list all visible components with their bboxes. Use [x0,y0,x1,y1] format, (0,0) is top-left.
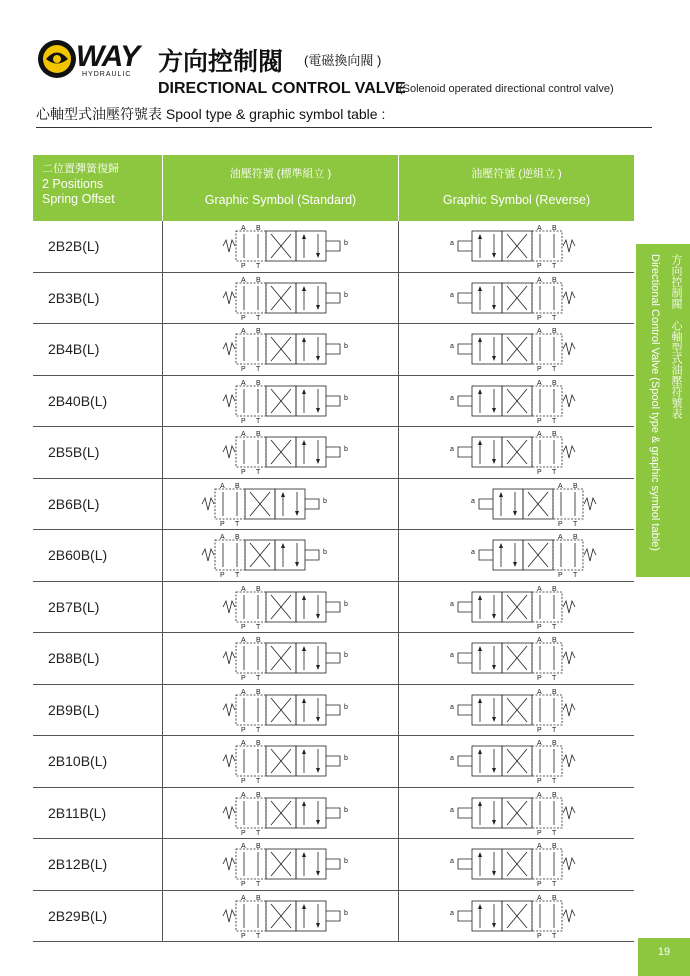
svg-text:b: b [322,549,327,557]
svg-text:T: T [255,675,260,683]
standard-symbol-cell [163,530,399,581]
header-positions-en1: 2 Positions [42,177,104,191]
svg-text:a: a [449,652,454,660]
svg-text:B: B [551,379,557,387]
header-positions-zh: 二位置彈簧復歸 [42,163,119,175]
reverse-symbol-cell [399,839,634,890]
svg-text:P: P [219,572,225,580]
standard-symbol-cell [163,633,399,684]
reverse-valve-symbol-icon [449,326,576,374]
svg-text:P: P [240,314,246,322]
svg-text:P: P [240,726,246,734]
svg-text:B: B [551,276,557,284]
svg-text:B: B [255,791,261,799]
table-row [33,221,634,273]
svg-text:a: a [449,703,454,711]
reverse-symbol-cell [399,633,634,684]
spool-type-label: 2B7B(L) [33,582,163,633]
standard-symbol-cell [163,273,399,324]
svg-text:A: A [240,379,246,387]
svg-text:A: A [536,379,542,387]
svg-text:a: a [470,497,475,505]
svg-text:T: T [551,932,556,940]
svg-text:A: A [219,482,225,490]
svg-text:T: T [255,314,260,322]
standard-valve-symbol-icon [222,223,348,271]
svg-text:T: T [551,469,556,477]
header-positions [33,155,163,221]
spool-type-label: 2B6B(L) [33,479,163,530]
svg-text:B: B [551,688,557,696]
svg-text:A: A [536,843,542,851]
svg-text:A: A [536,894,542,902]
reverse-symbol-cell [399,376,634,427]
standard-valve-symbol-icon [222,790,348,837]
svg-text:T: T [572,520,577,528]
svg-text:A: A [536,585,542,593]
table-row [33,479,634,531]
svg-text:B: B [551,843,557,851]
svg-text:P: P [536,417,542,425]
svg-text:T: T [255,778,260,786]
reverse-symbol-cell [399,324,634,375]
svg-text:T: T [551,675,556,683]
svg-text:A: A [536,276,542,284]
standard-symbol-cell [163,376,399,427]
side-tab-zh: 方向控制閥 心軸型式油壓符號表 [670,254,682,419]
svg-text:P: P [240,778,246,786]
table-row [33,788,634,840]
svg-text:a: a [470,549,475,557]
reverse-symbol-cell [399,530,634,581]
svg-text:A: A [536,225,542,233]
reverse-valve-symbol-icon [449,687,576,734]
reverse-symbol-cell [399,788,634,839]
standard-symbol-cell [163,736,399,787]
table-header [33,155,634,221]
spool-type-label: 2B8B(L) [33,633,163,684]
table-row [33,736,634,788]
svg-text:A: A [219,534,225,542]
svg-text:A: A [240,637,246,645]
svg-text:A: A [536,688,542,696]
spool-type-label: 2B3B(L) [33,273,163,324]
subtitle-divider [36,127,652,128]
standard-symbol-cell [163,582,399,633]
table-row [33,633,634,685]
svg-text:B: B [255,225,261,233]
standard-valve-symbol-icon [222,893,348,940]
side-tab [636,244,690,577]
svg-text:P: P [536,263,542,271]
svg-text:P: P [557,572,563,580]
svg-text:A: A [536,791,542,799]
reverse-valve-symbol-icon [449,738,576,786]
svg-text:B: B [551,225,557,233]
svg-text:T: T [551,417,556,425]
spool-type-label: 2B60B(L) [33,530,163,581]
svg-text:T: T [255,932,260,940]
reverse-valve-symbol-icon [449,429,576,477]
svg-text:B: B [255,637,261,645]
header-reverse-zh: 油壓符號 (逆組立 ) [471,168,562,180]
svg-text:b: b [343,909,348,917]
header-standard-en: Graphic Symbol (Standard) [204,193,357,207]
header-reverse [399,155,634,221]
svg-text:B: B [234,482,240,490]
reverse-valve-symbol-icon [449,635,576,683]
svg-text:P: P [536,366,542,374]
spool-type-label: 2B12B(L) [33,839,163,890]
svg-text:b: b [343,806,348,814]
svg-text:B: B [255,585,261,593]
svg-text:P: P [536,778,542,786]
svg-text:B: B [255,328,261,336]
spool-type-label: 2B40B(L) [33,376,163,427]
svg-text:A: A [240,328,246,336]
standard-symbol-cell [163,427,399,478]
svg-text:A: A [536,431,542,439]
standard-valve-symbol-icon [222,275,348,322]
svg-text:T: T [255,623,260,631]
svg-text:P: P [240,675,246,683]
svg-text:B: B [255,688,261,696]
spool-type-label: 2B2B(L) [33,221,163,272]
svg-text:P: P [240,829,246,837]
table-row [33,376,634,428]
svg-text:T: T [255,469,260,477]
svg-text:a: a [449,858,454,866]
svg-text:P: P [536,675,542,683]
svg-text:P: P [536,623,542,631]
svg-text:b: b [343,858,348,866]
svg-text:T: T [255,829,260,837]
svg-text:T: T [551,263,556,271]
standard-valve-symbol-icon [222,738,348,786]
svg-text:B: B [255,843,261,851]
svg-text:A: A [240,688,246,696]
table-body [33,221,634,942]
svg-text:A: A [240,276,246,284]
header-standard-zh: 油壓符號 (標準組立 ) [229,168,332,180]
svg-text:A: A [536,740,542,748]
svg-text:a: a [449,446,454,454]
reverse-symbol-cell [399,221,634,272]
standard-symbol-cell [163,221,399,272]
svg-text:A: A [536,637,542,645]
svg-text:B: B [234,534,240,542]
svg-text:a: a [449,909,454,917]
svg-text:B: B [551,431,557,439]
standard-valve-symbol-icon [222,635,348,683]
svg-text:P: P [536,726,542,734]
svg-text:a: a [449,240,454,248]
page-title-zh-sub: (電磁換向閥 ) [304,53,382,68]
svg-text:b: b [343,343,348,351]
svg-text:P: P [240,623,246,631]
svg-text:A: A [240,740,246,748]
reverse-symbol-cell [399,427,634,478]
svg-text:B: B [572,482,578,490]
spool-type-label: 2B29B(L) [33,891,163,942]
standard-valve-symbol-icon [222,378,348,425]
svg-text:a: a [449,394,454,402]
reverse-symbol-cell [399,685,634,736]
table-row [33,685,634,737]
reverse-symbol-cell [399,891,634,942]
page-header [36,36,656,106]
logo-word: WAY [76,40,140,73]
svg-text:B: B [255,379,261,387]
svg-text:P: P [536,314,542,322]
reverse-valve-symbol-icon [437,481,597,527]
header-positions-en2: Spring Offset [42,192,115,206]
spool-type-label: 2B5B(L) [33,427,163,478]
svg-text:P: P [219,520,225,528]
svg-text:T: T [255,726,260,734]
svg-text:A: A [240,843,246,851]
svg-text:A: A [557,482,563,490]
standard-valve-symbol-icon [222,687,348,734]
svg-text:T: T [255,881,260,889]
svg-text:P: P [536,881,542,889]
svg-text:T: T [551,366,556,374]
spool-type-label: 2B11B(L) [33,788,163,839]
svg-text:P: P [536,829,542,837]
svg-text:T: T [234,572,239,580]
reverse-valve-symbol-icon [449,275,576,322]
svg-text:B: B [572,534,578,542]
svg-text:B: B [255,740,261,748]
table-row [33,839,634,891]
svg-text:T: T [551,314,556,322]
svg-text:T: T [234,520,239,528]
svg-text:a: a [449,291,454,299]
reverse-symbol-cell [399,582,634,633]
table-row [33,582,634,634]
svg-text:P: P [240,469,246,477]
standard-valve-symbol-icon [201,532,361,578]
reverse-symbol-cell [399,273,634,324]
svg-text:T: T [551,778,556,786]
svg-text:T: T [551,726,556,734]
svg-text:B: B [551,637,557,645]
svg-text:P: P [536,469,542,477]
spool-type-label: 2B9B(L) [33,685,163,736]
svg-text:P: P [240,263,246,271]
brand-logo [36,38,156,84]
svg-text:b: b [343,755,348,763]
spool-type-label: 2B4B(L) [33,324,163,375]
table-row [33,273,634,325]
reverse-valve-symbol-icon [449,893,576,940]
svg-text:B: B [255,431,261,439]
svg-text:T: T [551,881,556,889]
page-number: 19 [638,938,690,976]
svg-text:a: a [449,600,454,608]
svg-text:A: A [240,791,246,799]
svg-text:T: T [255,417,260,425]
reverse-valve-symbol-icon [437,532,597,578]
svg-text:A: A [536,328,542,336]
table-row [33,324,634,376]
svg-text:a: a [449,343,454,351]
standard-valve-symbol-icon [222,326,348,374]
svg-text:B: B [551,585,557,593]
svg-text:P: P [536,932,542,940]
svg-text:b: b [343,394,348,402]
section-subtitle: 心軸型式油壓符號表 Spool type & graphic symbol table : [36,106,386,122]
standard-symbol-cell [163,839,399,890]
svg-text:B: B [255,894,261,902]
standard-valve-symbol-icon [222,429,348,477]
svg-text:P: P [240,881,246,889]
reverse-valve-symbol-icon [449,378,576,425]
svg-text:A: A [240,225,246,233]
svg-text:P: P [240,932,246,940]
spool-type-label: 2B10B(L) [33,736,163,787]
svg-text:a: a [449,806,454,814]
standard-valve-symbol-icon [201,481,361,527]
svg-text:B: B [255,276,261,284]
table-row [33,891,634,943]
standard-symbol-cell [163,788,399,839]
standard-symbol-cell [163,479,399,530]
side-tab-en: Directional Control Valve (Spool type & graphic symbol table) [649,254,661,551]
svg-text:b: b [343,652,348,660]
svg-text:T: T [255,263,260,271]
svg-text:A: A [240,894,246,902]
table-row [33,427,634,479]
svg-text:P: P [557,520,563,528]
page-title-zh: 方向控制閥 [158,48,284,76]
reverse-symbol-cell [399,479,634,530]
logo-subtext: HYDRAULIC [82,71,132,78]
svg-text:B: B [551,791,557,799]
svg-text:b: b [343,703,348,711]
svg-text:b: b [343,240,348,248]
standard-symbol-cell [163,685,399,736]
reverse-valve-symbol-icon [449,790,576,837]
svg-text:A: A [557,534,563,542]
svg-text:B: B [551,894,557,902]
spool-symbol-table [33,155,634,942]
svg-text:a: a [449,755,454,763]
svg-text:b: b [343,600,348,608]
reverse-valve-symbol-icon [449,841,576,889]
svg-text:T: T [551,829,556,837]
svg-text:T: T [551,623,556,631]
svg-text:B: B [551,328,557,336]
standard-symbol-cell [163,324,399,375]
header-reverse-en: Graphic Symbol (Reverse) [442,193,591,207]
header-standard [163,155,399,221]
svg-text:T: T [255,366,260,374]
svg-text:b: b [343,291,348,299]
svg-text:b: b [343,446,348,454]
reverse-valve-symbol-icon [449,223,576,271]
svg-text:P: P [240,417,246,425]
table-row [33,530,634,582]
standard-symbol-cell [163,891,399,942]
svg-text:B: B [551,740,557,748]
page-title-en-sub: (Solenoid operated directional control valve) [399,83,614,95]
reverse-symbol-cell [399,736,634,787]
standard-valve-symbol-icon [222,584,348,631]
svg-text:P: P [240,366,246,374]
standard-valve-symbol-icon [222,841,348,889]
svg-text:T: T [572,572,577,580]
svg-text:b: b [322,497,327,505]
svg-text:A: A [240,431,246,439]
reverse-valve-symbol-icon [449,584,576,631]
page-title-en: DIRECTIONAL CONTROL VALVE [158,80,406,97]
svg-text:A: A [240,585,246,593]
